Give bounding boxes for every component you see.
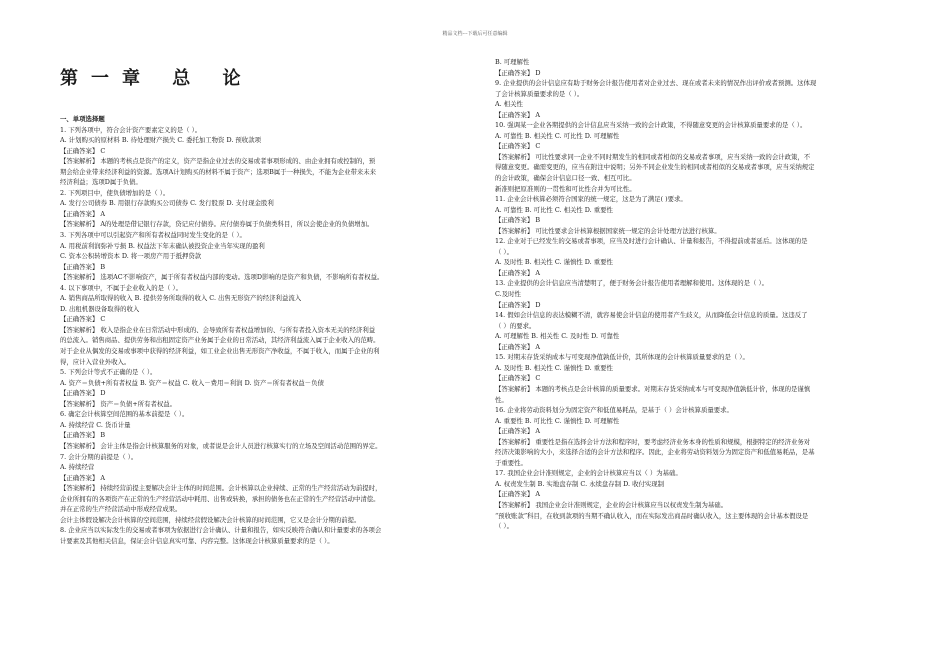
text-line: 于重要性。 [495, 458, 527, 467]
text-line: A. 可靠性 B. 可比性 C. 相关性 D. 重要性 [495, 205, 613, 214]
text-line: 会计主体假设解决会计核算的空间范围，持续经营假设解决会计核算的时间范围，它又是会计分期的前提。 [60, 515, 361, 524]
text-line: 【答案解析】 重要性是指在选择会计方法和程序时，要考虑经济业务本身的性质和规模，根据特定的经济业务对 [495, 437, 811, 446]
text-line: C.及时性 [495, 290, 521, 299]
text-line: A. 销售商品所取得的收入 B. 提供劳务所取得的收入 C. 出售无形资产的经济利益流入 [60, 294, 302, 303]
text-line: 企业所拥有的各项资产在正常的生产经营活动中耗用、出售或转换，承担的债务也在正常的生产经营活动中清偿。 [60, 494, 380, 503]
text-line: （ ）的要求。 [495, 321, 536, 330]
text-line: 【正确答案】 D [495, 300, 541, 309]
text-line: 并在正常的生产经营活动中形成经营成果。 [60, 505, 182, 514]
chapter-title: 第一章 总 论 [60, 68, 254, 89]
text-line: 【答案解析】 可比性要求会计核算根据国家统一规定的会计处理方法进行核算。 [495, 226, 721, 235]
text-line: 【正确答案】 A [495, 268, 540, 277]
text-line: 经济决策影响的大小，来选择合适的会计方法和程序。因此，企业将劳动资料划分为固定资产和低值易耗品，是基 [495, 448, 815, 457]
text-line: 1. 下列各项中，符合会计资产要素定义的是（ ）。 [60, 125, 202, 134]
text-line: 【正确答案】 A [495, 110, 540, 119]
text-line: C. 资本公积转增资本 D. 将一项房产用于抵押贷款 [60, 252, 202, 261]
text-line: 【答案解析】 本题的考核点是会计核算的质量要求。对期末存货采纳成本与可变现净值孰低计价，体现的是谨慎 [495, 384, 811, 393]
text-line: A. 权责发生制 B. 实地盘存制 C. 永续盘存制 D. 收付实现制 [495, 479, 665, 488]
text-line: 【正确答案】 A [495, 490, 540, 499]
text-line: 7. 会计分期的前提是（ ）。 [60, 452, 138, 461]
text-line: A. 可靠性 B. 相关性 C. 可比性 D. 可理解性 [495, 131, 620, 140]
text-line: 一、单项选择题 [60, 115, 105, 123]
text-line: A. 重要性 B. 可比性 C. 谨慎性 D. 可理解性 [495, 416, 620, 425]
text-line: 6. 确定会计核算空间范围的基本前提是（ ）。 [60, 410, 189, 419]
text-line: 【答案解析】 本题的考核点是资产的定义，资产是指企业过去的交易或者事项形成的、由企业拥有或控制的，预 [60, 157, 376, 166]
text-line: A. 持续经营 [60, 463, 95, 472]
text-line: 得随意变更。确需变更的，应当在附注中说明；另外不同企业发生的相同或者相似的交易或者事项，应当采纳规定 [495, 163, 815, 172]
text-line: 【正确答案】 C [495, 374, 541, 383]
text-line: 【正确答案】 C [60, 146, 106, 155]
text-line: A. 资产＝负债+所有者权益 B. 资产＝权益 C. 收入－费用＝利润 D. 资产＝所有者权益－负债 [60, 378, 324, 387]
text-line: A. 计划购买的原材料 B. 待处理财产损失 C. 委托加工物资 D. 预收款项 [60, 136, 261, 145]
text-line: “预收账款”科目，在收到款项的当期不确认收入，而在实际发出商品时确认收入，这主要体现的会计基本假设是 [495, 511, 809, 520]
text-line: 期会给企业带来经济利益的资源。选项A计划购买的材料不属于资产；选项B属于一种损失，不能为企业带来未来 [60, 167, 377, 176]
text-line: 16. 企业将劳动资料划分为固定资产和低值易耗品，是基于（ ）会计核算质量要求。 [495, 406, 733, 415]
text-line: A. 用税前利润弥补亏损 B. 权益法下年末确认被投资企业当年实现的盈利 [60, 241, 265, 250]
text-line: 【正确答案】 D [60, 389, 106, 398]
text-line: 2. 下列项目中，使负债增加的是（ ）。 [60, 188, 170, 197]
text-line: 11. 企业会计核算必须符合国家的统一规定，这是为了满足( )要求。 [495, 195, 687, 204]
text-line: 对于企业从偶发的交易或事项中获得的经济利益，如工业企业出售无形资产净收益，不属于收入，而属于企业的利 [60, 347, 380, 356]
text-line: 【正确答案】 A [60, 209, 105, 218]
text-line: （ ）。 [495, 247, 514, 256]
right-column [495, 57, 915, 532]
text-line: 【正确答案】 A [495, 427, 540, 436]
text-line: 【答案解析】 我国企业会计准则规定，企业的会计核算应当以权责发生制为基础。 [495, 500, 728, 509]
text-line: 【正确答案】 C [60, 315, 106, 324]
text-line: 【答案解析】 会计主体是指会计核算服务的对象，或者说是会计人员进行核算实行的立场及空间活动范围的界定。 [60, 441, 382, 450]
text-line: 【答案解析】 可比性要求同一企业不同时期发生的相同或者相似的交易或者事项，应当采纳一致的会计政策，不 [495, 152, 811, 161]
text-line: A. 相关性 [495, 100, 523, 109]
text-line: 【答案解析】 收入是指企业在日常活动中形成的、会导致所有者权益增加的、与所有者投入资本无关的经济利益 [60, 325, 376, 334]
text-line: A. 持续经营 C. 货币计量 [60, 420, 131, 429]
text-line: D. 出租机器设备取得的收入 [60, 304, 140, 313]
text-line: 【正确答案】 A [60, 473, 105, 482]
text-line: 【正确答案】 A [495, 342, 540, 351]
text-line: 【正确答案】 B [60, 262, 106, 271]
text-line: 【答案解析】 选项AC不影响资产，属于所有者权益内部的变动。选项D影响的是资产和负债，不影响所有者权益。 [60, 273, 384, 282]
text-line: 的总流入。销售商品、提供劳务和出租固定资产业务属于企业的日常活动，其经济利益流入属于企业收入的范畴。 [60, 336, 380, 345]
text-line: 性。 [495, 395, 508, 404]
text-line: 15. 对期末存货采纳成本与可变现净值孰低计价，其所体现的会计核算质量要求的是（ ）。 [495, 353, 749, 362]
text-line: 14. 假如会计信息的表达模糊不清，就容易使会计信息的使用者产生歧义，从而降低会计信息的质量。这违反了 [495, 311, 808, 320]
text-line: 3. 下列各项中可以引起资产和所有者权益同时发生变化的是（ ）。 [60, 231, 246, 240]
text-line: A. 及时性 B. 相关性 C. 谨慎性 D. 重要性 [495, 363, 613, 372]
text-line: 17. 我国企业会计准则规定，企业的会计核算应当以（ ）为基础。 [495, 469, 682, 478]
text-line: 计要素及其他相关信息，保证会计信息真实可靠、内容完整。这体现会计核算质量要求的是（ ）。 [60, 536, 334, 545]
text-line: A. 及时性 B. 相关性 C. 谨慎性 D. 重要性 [495, 258, 613, 267]
text-line: 【答案解析】 资产＝负债+所有者权益。 [60, 399, 177, 408]
text-line: 了会计核算质量要求的是（ ）。 [495, 89, 584, 98]
text-line: A. 可理解性 B. 相关性 C. 及时性 D. 可靠性 [495, 332, 620, 341]
text-line: 的会计政策，确保会计信息口径一致、相互可比。 [495, 174, 636, 183]
text-line: 8. 企业应当以实际发生的交易或者事项为依据进行会计确认、计量和报告，如实反映符合确认和计量要求的各项会 [60, 526, 382, 535]
text-line: 10. 强调某一企业各期提供的会计信息应当采纳一致的会计政策，不得随意变更的会计核算质量要求的是（ ）。 [495, 121, 807, 130]
left-column [60, 114, 485, 546]
text-line: 得，应计入营业外收入。 [60, 357, 131, 366]
text-line: B. 可理解性 [495, 58, 530, 66]
text-line: 【正确答案】 C [495, 142, 541, 151]
text-line: 新准则把原准则的一贯性和可比性合并为可比性。 [495, 184, 636, 193]
text-line: 12. 企业对于已经发生的交易或者事项，应当及时进行会计确认、计量和报告，不得提前或者延后。这体现的是 [495, 237, 808, 246]
text-line: 【正确答案】 D [495, 68, 541, 77]
text-line: 9. 企业提供的会计信息应有助于财务会计报告使用者对企业过去、现在或者未来的情况作出评价或者预测。这体现 [495, 79, 817, 88]
text-line: 【正确答案】 B [60, 431, 106, 440]
text-line: 13. 企业提供的会计信息应当清楚明了，便于财务会计报告使用者理解和使用。这体现的是（ ）。 [495, 279, 769, 288]
text-line: 【正确答案】 B [495, 216, 541, 225]
text-line: 【答案解析】 A的处理是借记银行存款，贷记应付债券。应付债券属于负债类科目，所以会使企业的负债增加。 [60, 220, 374, 229]
text-line: （ ）。 [495, 522, 514, 531]
text-line: 5. 下列会计等式不正确的是（ ）。 [60, 368, 157, 377]
text-line: 【答案解析】 持续经营前提主要解决会计主体的时间范围。会计核算以企业持续、正常的生产经营活动为前提时， [60, 484, 382, 493]
page-header: 精品文档---下载后可任意编辑 [442, 31, 508, 37]
text-line: 经济利益；选项D属于负债。 [60, 178, 142, 187]
text-line: 4. 以下事项中，不属于企业收入的是（ ）。 [60, 283, 182, 292]
text-line: A. 发行公司债券 B. 用银行存款购买公司债券 C. 发行股票 D. 支付现金股利 [60, 199, 274, 208]
